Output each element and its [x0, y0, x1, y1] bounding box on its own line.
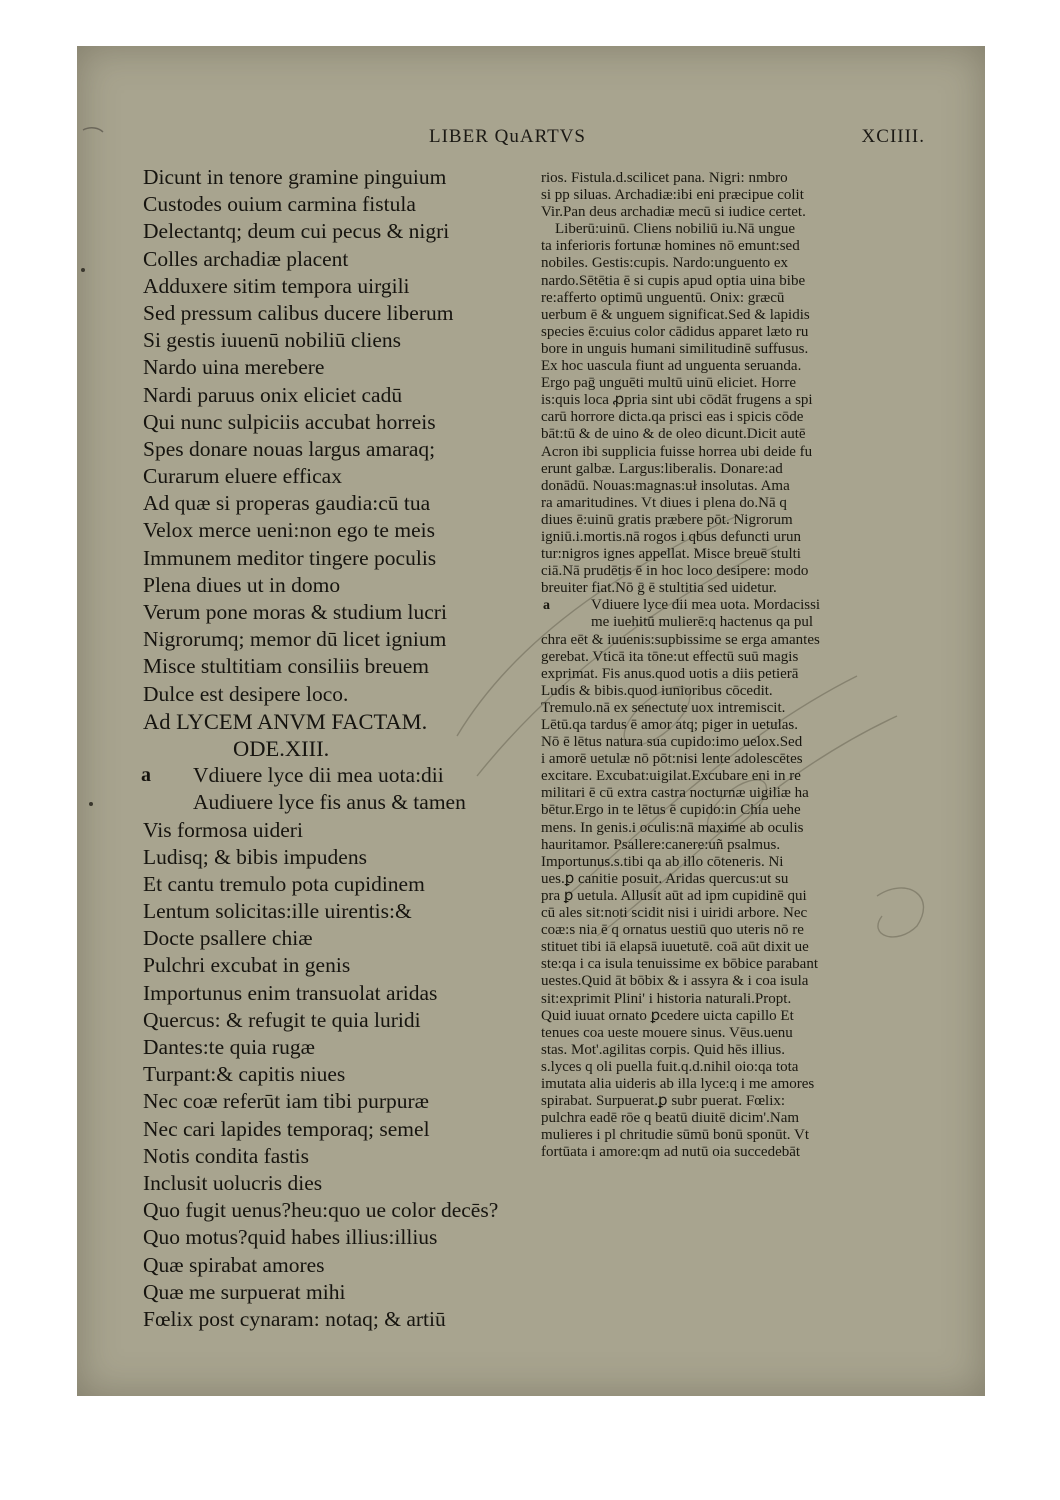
guide-letter: a: [543, 598, 550, 614]
commentary-line: is:quis loca ꝓpria sint ubi cōdāt frugens a spi: [541, 392, 813, 409]
commentary-line: ste:qa i ca isula tenuissime ex bōbice parabant: [541, 956, 818, 973]
verse-line: Verum pone moras & studium lucri: [143, 600, 447, 624]
commentary-line: ciā.Nā prudētis ē in hoc loco desipere: modo: [541, 563, 809, 580]
commentary-column: [541, 170, 961, 1161]
verse-line: Quæ me surpuerat mihi: [143, 1279, 346, 1304]
verse-line: Si gestis iuuenū nobiliū cliens: [143, 328, 401, 353]
commentary-line: Liberū:uinū. Cliens nobiliū iu.Nā ungue: [555, 221, 795, 238]
commentary-line: tenues coa ueste mouere sinus. Vēus.uenu: [541, 1024, 793, 1041]
verse-line: Vis formosa uideri: [143, 817, 303, 842]
commentary-line: nobiles. Gestis:cupis. Nardo:unguento ex: [541, 255, 789, 272]
verse-line: Nardo uina merebere: [143, 355, 325, 380]
verse-line: Colles archadiæ placent: [143, 246, 349, 271]
verse-line: Ludisq; & bibis impudens: [143, 844, 367, 869]
verse-line: Curarum eluere efficax: [143, 464, 342, 489]
commentary-line: bētur.Ergo in te lētus ē cupido:in Chia uehe: [541, 802, 801, 819]
commentary-line: s.lyces q oli puella fuit.q.d.nihil oio:qa tota: [541, 1058, 799, 1075]
verse-line: Pulchri excubat in genis: [143, 953, 351, 978]
commentary-line: excitare. Excubat:uigilat.Excubare eni in re: [541, 768, 801, 785]
verse-line: Dulce est desipere loco.: [143, 681, 349, 706]
commentary-line: uerbum ē & unguem significat.Sed & lapidis: [541, 306, 810, 323]
commentary-line: cū ales sit:noti scidit nisi i uiridi arbore. Nec: [541, 905, 808, 922]
commentary-line: i amorē uetulæ nō pōt:nisi lente adolescētes: [541, 751, 803, 768]
commentary-line: igniū.i.mortis.nā rogos i qbus defuncti urun: [541, 528, 801, 545]
commentary-line: bāt:tū & de uino & de oleo dicunt.Dicit autē: [541, 426, 806, 443]
folio-number: XCIIII.: [861, 126, 925, 147]
commentary-lemma-line: [541, 597, 961, 614]
verse-line: Immunem meditor tingere poculis: [143, 545, 437, 570]
commentary-line: mens. In genis.i oculis:nā maxime ab oculis: [541, 819, 804, 836]
commentary-line: ta inferioris fortunæ homines nō emunt:sed: [541, 238, 800, 255]
commentary-line: si pp siluas. Archadiæ:ibi eni præcipue colit: [541, 187, 804, 204]
verse-line: Inclusit uolucris dies: [143, 1170, 323, 1195]
verse-line: Quæ spirabat amores: [143, 1252, 325, 1277]
ode-first-line: [143, 762, 523, 789]
ode-number: ODE.XIII.: [233, 735, 330, 761]
commentary-line: Acron ibi supplicia fuisse horrea ubi deide fu: [541, 443, 813, 460]
commentary-line: hauritamor. Psallere:canere:uñ psalmus.: [541, 836, 781, 853]
verse-line: Nec cari lapides temporaq; semel: [143, 1116, 430, 1141]
commentary-line: chra eēt & iuuenis:supbissime se erga amantes: [541, 631, 820, 648]
commentary-line: exprimat. Fis anus.quod uotis a diis petierā: [541, 665, 799, 682]
commentary-line: tur:nigros ignes appellat. Misce breuē stulti: [541, 546, 801, 563]
commentary-line: spirabat. Surpuerat.ꝑ subr puerat. Fœlix:: [541, 1093, 786, 1110]
commentary-line: carū horrore dicta.qa prisci eas i spicis cōde: [541, 409, 804, 426]
verse-column: [143, 164, 523, 1333]
commentary-line: coæ:s nia ē q ornatus uestiū quo uteris nō re: [541, 922, 804, 939]
verse-line: Nec coæ referūt iam tibi purpuræ: [143, 1089, 429, 1114]
verse-line: Nardi paruus onix eliciet cadū: [143, 382, 403, 407]
verse-line: Dicunt in tenore gramine pinguium: [143, 165, 447, 189]
commentary-line: erunt galbæ. Largus:liberalis. Donare:ad: [541, 460, 783, 477]
commentary-line: sit:exprimit Plini' i historia naturali.Propt.: [541, 990, 792, 1007]
commentary-line: nardo.Sētētia ē si cupis apud optia uina bibe: [541, 272, 806, 289]
commentary-line: uestes.Quid āt bōbix & i assyra & i coa isula: [541, 973, 809, 990]
verse-line: Qui nunc sulpiciis accubat horreis: [143, 409, 436, 434]
verse-line: Vdiuere lyce dii mea uota:dii: [193, 763, 444, 788]
verse-line: Quercus: & refugit te quia luridi: [143, 1007, 421, 1032]
guide-letter: a: [141, 764, 151, 787]
verse-line: Delectantq; deum cui pecus & nigri: [143, 219, 450, 244]
commentary-line: Vdiuere lyce dii mea uota. Mordacissi: [591, 597, 821, 614]
commentary-line: donādū. Nouas:magnas:uł insolutas. Ama: [541, 477, 790, 494]
verse-line: Nigrorumq; memor dū licet ignium: [143, 627, 447, 652]
verse-line: Fœlix post cynaram: notaq; & artiū: [143, 1306, 446, 1331]
verse-line: Quo fugit uenus?heu:quo ue color decēs?: [143, 1198, 499, 1223]
commentary-line: stituet tibi iā elapsā iuuetutē. coā aūt dixit ue: [541, 939, 809, 956]
verse-line: Dantes:te quia rugæ: [143, 1035, 315, 1059]
commentary-line: species ē:cuius color cādidus apparet læto ru: [541, 323, 809, 340]
commentary-line: diues ē:uinū gratis præbere pōt. Nigrorum: [541, 511, 793, 528]
verse-line: Spes donare nouas largus amaraq;: [143, 436, 436, 461]
commentary-line: mulieres i pl chritudie sūmū bonū sponūt. Vt: [541, 1127, 810, 1144]
commentary-line: Tremulo.nā ex senectute uox intremiscit.: [541, 699, 786, 716]
verse-line: Plena diues ut in domo: [143, 572, 341, 597]
ode-heading: Ad LYCEM ANVM FACTAM.: [143, 708, 428, 734]
commentary-line: rios. Fistula.d.scilicet pana. Nigri: nmbro: [541, 170, 788, 186]
verse-line: Custodes ouium carmina fistula: [143, 192, 416, 217]
commentary-line: Nō ē lētus natura sua cupido:imo uelox.Sed: [541, 734, 803, 751]
commentary-line: Ex hoc uascula fiunt ad unguenta seruanda.: [541, 358, 802, 375]
verse-line: Importunus enim transuolat aridas: [143, 980, 438, 1005]
commentary-line: Importunus.s.tibi qa ab illo cōteneris. Ni: [541, 853, 784, 870]
verse-line: Docte psallere chiæ: [143, 926, 313, 951]
commentary-line: pulchra eadē rōe q beatū diuitē dicim'.Nam: [541, 1110, 800, 1127]
commentary-line: Lētū.qa tardus ē amor atq; piger in uetulas.: [541, 717, 798, 733]
book-page: [77, 46, 985, 1396]
commentary-line: militari ē cū extra castra nocturnæ uigiliæ ha: [541, 785, 809, 802]
commentary-line: ra amaritudines. Vt diues i plena do.Nā q: [541, 494, 787, 511]
verse-line: Turpant:& capitis niues: [143, 1062, 346, 1087]
commentary-line: fortūata i amore:qm ad nutū oia succedebāt: [541, 1144, 801, 1161]
verse-line: Et cantu tremulo pota cupidinem: [143, 871, 425, 896]
commentary-line: me iuehitū mulierē:q hactenus qa pul: [591, 614, 814, 631]
commentary-line: breuiter fiat.Nō ḡ ē stultitia sed uidetur.: [541, 580, 777, 597]
commentary-line: Vir.Pan deus archadiæ mecū si iudice certet.: [541, 204, 806, 221]
running-head: [77, 126, 985, 156]
commentary-line: Ergo paḡ unguēti multū uinū eliciet. Horre: [541, 375, 797, 392]
running-head-title: LIBER QuARTVS: [429, 126, 587, 147]
verse-line: Velox merce ueni:non ego te meis: [143, 518, 435, 543]
commentary-line: re:afferto optimū unguentū. Onix: græcū: [541, 289, 785, 306]
commentary-line: gerebat. Vticā ita tōne:ut effectū suū magis: [541, 648, 799, 665]
verse-line: Quo motus?quid habes illius:illius: [143, 1225, 438, 1250]
commentary-line: ues.ꝑ canitie posuit. Aridas quercus:ut su: [541, 870, 789, 887]
verse-line: Sed pressum calibus ducere liberum: [143, 300, 454, 325]
commentary-line: pra ꝑ uetula. Allusit aūt ad ipm cupidinē qui: [541, 887, 807, 904]
commentary-line: bore in unguis humani similitudinē suffusus.: [541, 340, 809, 357]
commentary-line: Ludis & bibis.quod iunioribus cōcedit.: [541, 682, 773, 699]
verse-line: Misce stultitiam consiliis breuem: [143, 654, 430, 679]
verse-line: Audiuere lyce fis anus & tamen: [193, 790, 466, 815]
commentary-line: Quid iuuat ornato ꝑcedere uicta capillo Et: [541, 1007, 794, 1024]
commentary-line: stas. Mot'.agilitas corpis. Quid hēs illius.: [541, 1041, 785, 1058]
commentary-line: imutata alia uideris ab illa lyce:q i me amores: [541, 1075, 815, 1092]
verse-line: Ad quæ si properas gaudia:cū tua: [143, 491, 431, 516]
verse-line: Notis condita fastis: [143, 1143, 310, 1168]
verse-line: Lentum solicitas:ille uirentis:&: [143, 899, 412, 924]
verse-line: Adduxere sitim tempora uirgili: [143, 273, 410, 298]
